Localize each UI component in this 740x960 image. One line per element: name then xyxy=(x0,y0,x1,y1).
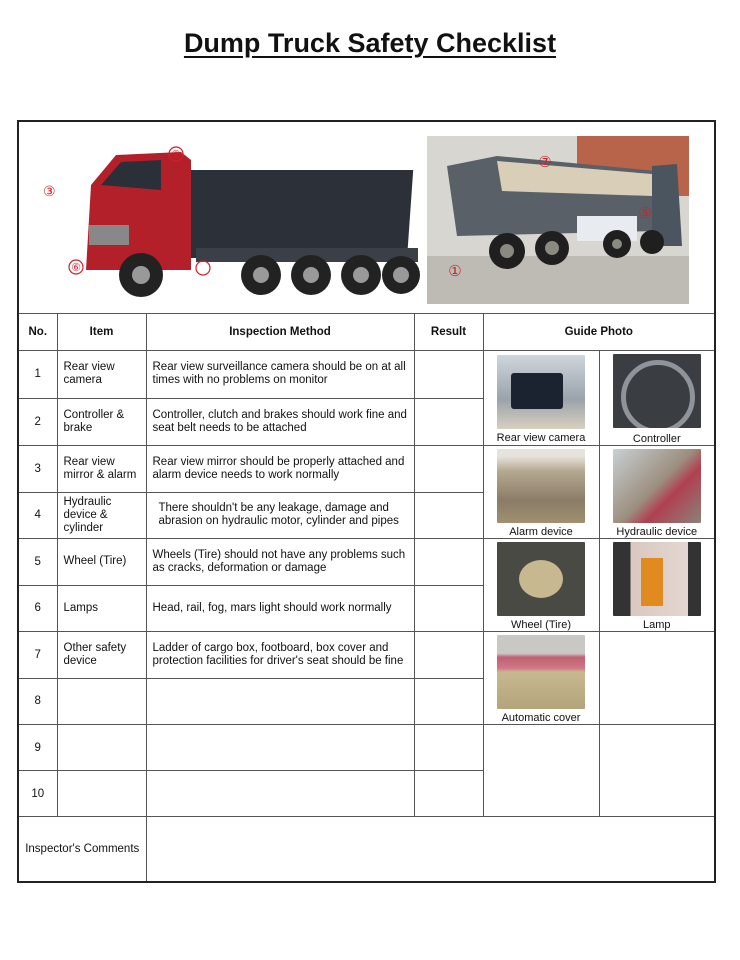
row-no: 6 xyxy=(18,585,57,632)
table-row xyxy=(18,446,715,493)
row-method: Rear view surveillance camera should be on at all times with no problems on monitor xyxy=(146,351,414,399)
truck-rear-image xyxy=(427,136,689,304)
result-cell[interactable] xyxy=(414,771,483,817)
row-no: 5 xyxy=(18,539,57,586)
header-method: Inspection Method xyxy=(146,314,414,351)
result-cell[interactable] xyxy=(414,585,483,632)
row-no: 4 xyxy=(18,492,57,539)
row-no: 10 xyxy=(18,771,57,817)
row-no: 1 xyxy=(18,351,57,399)
result-cell[interactable] xyxy=(414,539,483,586)
row-item: Rear view mirror & alarm xyxy=(57,446,146,493)
row-no: 3 xyxy=(18,446,57,493)
result-cell[interactable] xyxy=(414,492,483,539)
truck-side-image xyxy=(61,130,421,305)
row-item: Lamps xyxy=(57,585,146,632)
table-row xyxy=(18,632,715,679)
guide-photo-lamp xyxy=(599,539,715,632)
truck-images xyxy=(18,121,715,314)
photo-caption: Rear view camera xyxy=(496,432,586,444)
guide-photo-alarm xyxy=(483,446,599,539)
guide-photo-empty xyxy=(599,725,715,817)
comments-field[interactable] xyxy=(146,817,715,883)
marker-2: ② xyxy=(171,148,181,161)
table-row xyxy=(18,539,715,586)
guide-photo-hydraulic xyxy=(599,446,715,539)
row-method xyxy=(146,678,414,725)
row-method: Controller, clutch and brakes should work fine and seat belt needs to be attached xyxy=(146,398,414,446)
row-method: There shouldn't be any leakage, damage and abrasion on hydraulic motor, cylinder and pipes xyxy=(146,492,414,539)
row-item: Rear view camera xyxy=(57,351,146,399)
comments-label: Inspector's Comments xyxy=(18,817,146,883)
row-item xyxy=(57,678,146,725)
row-item xyxy=(57,771,146,817)
marker-7: ⑦ xyxy=(538,153,552,171)
result-cell[interactable] xyxy=(414,398,483,446)
result-cell[interactable] xyxy=(414,446,483,493)
row-item: Controller & brake xyxy=(57,398,146,446)
row-method: Head, rail, fog, mars light should work normally xyxy=(146,585,414,632)
table-row xyxy=(18,725,715,771)
header-row xyxy=(18,314,715,351)
guide-photo-rear-camera xyxy=(483,351,599,446)
row-method: Ladder of cargo box, footboard, box cover and protection facilities for driver's seat should be fine xyxy=(146,632,414,679)
header-item: Item xyxy=(57,314,146,351)
row-item xyxy=(57,725,146,771)
photo-caption: Alarm device xyxy=(509,526,573,538)
photo-caption: Lamp xyxy=(643,619,671,631)
marker-1: ① xyxy=(448,262,462,280)
comments-row xyxy=(18,817,715,883)
photo-caption: Wheel (Tire) xyxy=(510,619,572,631)
result-cell[interactable] xyxy=(414,632,483,679)
marker-6: ⑥ xyxy=(71,261,81,274)
marker-3: ③ xyxy=(43,183,56,199)
guide-photo-empty xyxy=(483,725,599,817)
row-method: Rear view mirror should be properly attached and alarm device needs to work normally xyxy=(146,446,414,493)
row-item: Hydraulic device & cylinder xyxy=(57,492,146,539)
photo-caption: Controller xyxy=(632,433,681,445)
header-guide-photo: Guide Photo xyxy=(483,314,715,351)
page-title: Dump Truck Safety Checklist xyxy=(183,28,557,58)
result-cell[interactable] xyxy=(414,351,483,399)
row-method xyxy=(146,725,414,771)
row-method: Wheels (Tire) should not have any problems such as cracks, deformation or damage xyxy=(146,539,414,586)
row-no: 8 xyxy=(18,678,57,725)
row-no: 9 xyxy=(18,725,57,771)
result-cell[interactable] xyxy=(414,725,483,771)
checklist-table xyxy=(17,120,716,883)
guide-photo-wheel xyxy=(483,539,599,632)
row-no: 2 xyxy=(18,398,57,446)
guide-photo-automatic-cover xyxy=(483,632,599,725)
row-no: 7 xyxy=(18,632,57,679)
result-cell[interactable] xyxy=(414,678,483,725)
row-item: Wheel (Tire) xyxy=(57,539,146,586)
table-row xyxy=(18,351,715,399)
photo-caption: Hydraulic device xyxy=(616,526,698,538)
header-result: Result xyxy=(414,314,483,351)
row-item: Other safety device xyxy=(57,632,146,679)
marker-5: ⑤ xyxy=(638,204,652,222)
guide-photo-controller xyxy=(599,351,715,446)
guide-photo-empty xyxy=(599,632,715,725)
row-method xyxy=(146,771,414,817)
header-no: No. xyxy=(18,314,57,351)
photo-caption: Automatic cover xyxy=(501,712,581,724)
